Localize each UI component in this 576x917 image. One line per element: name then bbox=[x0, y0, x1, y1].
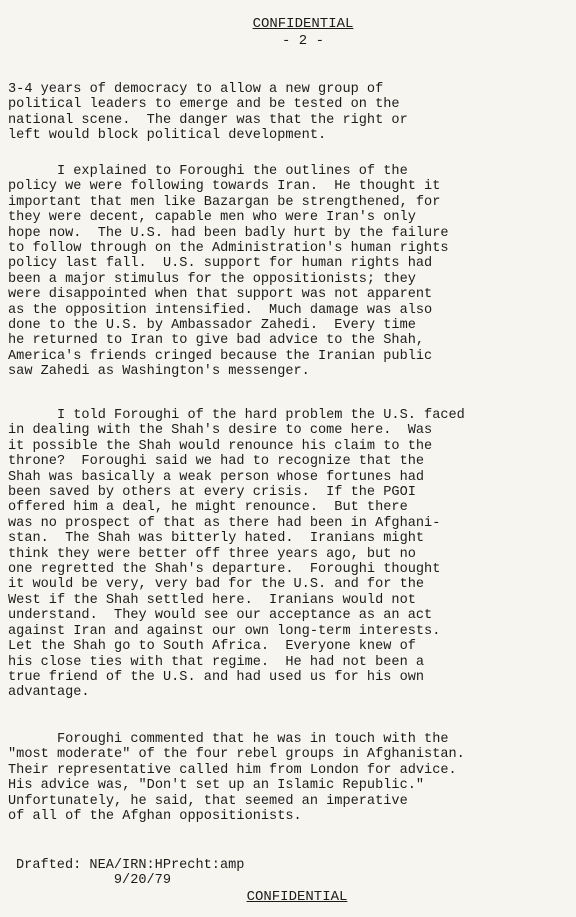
drafted-date: 9/20/79 bbox=[16, 873, 171, 889]
header-classification: CONFIDENTIAL bbox=[252, 16, 354, 32]
page-number: - 2 - bbox=[281, 33, 324, 49]
drafted-block bbox=[16, 858, 244, 889]
paragraph-2: I explained to Foroughi the outlines of the policy we were following towards Iran. He thought it important that men like Bazargan be strengthened, for they were decent, capable men who were Iran's only hope now. The U.S. had been badly hurt by the failure to follow through on the Administration's human rights policy last fall. U.S. support for human rights had been a major stimulus for the oppositionists; they were disappointed when that support was not apparent as the opposition intensified. Much damage was also done to the U.S. by Ambassador Zahedi. Every time he returned to Iran to give bad advice to the Shah, America's friends cringed because the Iranian public saw Zahedi as Washington's messenger. bbox=[8, 164, 449, 380]
paragraph-1: 3-4 years of democracy to allow a new group of political leaders to emerge and be tested on the national scene. The danger was that the right or left would block political development. bbox=[8, 82, 408, 144]
drafted-line: Drafted: NEA/IRN:HPrecht:amp bbox=[16, 858, 245, 873]
footer-classification-wrap bbox=[0, 889, 576, 905]
footer-classification: CONFIDENTIAL bbox=[246, 889, 348, 905]
paragraph-3: I told Foroughi of the hard problem the U.S. faced in dealing with the Shah's desire to come here. Was it possible the Shah would renounce his claim to the throne? Foroughi said we had to recognize that the Shah was basically a weak person whose fortunes had been saved by others at every crisis. If the PGOI offered him a deal, he might renounce. But there was no prospect of that as there had been in Afghani- stan. The Shah was bitterly hated. Iranians might think they were better off three years ago, but no one regretted the Shah's departure. Foroughi thought it would be very, very bad for the U.S. and for the West if the Shah settled here. Iranians would not understand. They would see our acceptance as an act against Iran and against our own long-term interests. Let the Shah go to South Africa. Everyone knew of his close ties with that regime. He had not been a true friend of the U.S. and had used us for his own advantage. bbox=[8, 408, 465, 701]
paragraph-4: Foroughi commented that he was in touch with the "most moderate" of the four rebel groups in Afghanistan. Their representative called him from London for advice. His advice was, "Don't set up an Islamic Republic." Unfortunately, he said, that seemed an imperative of all of the Afghan oppositionists. bbox=[8, 732, 465, 825]
